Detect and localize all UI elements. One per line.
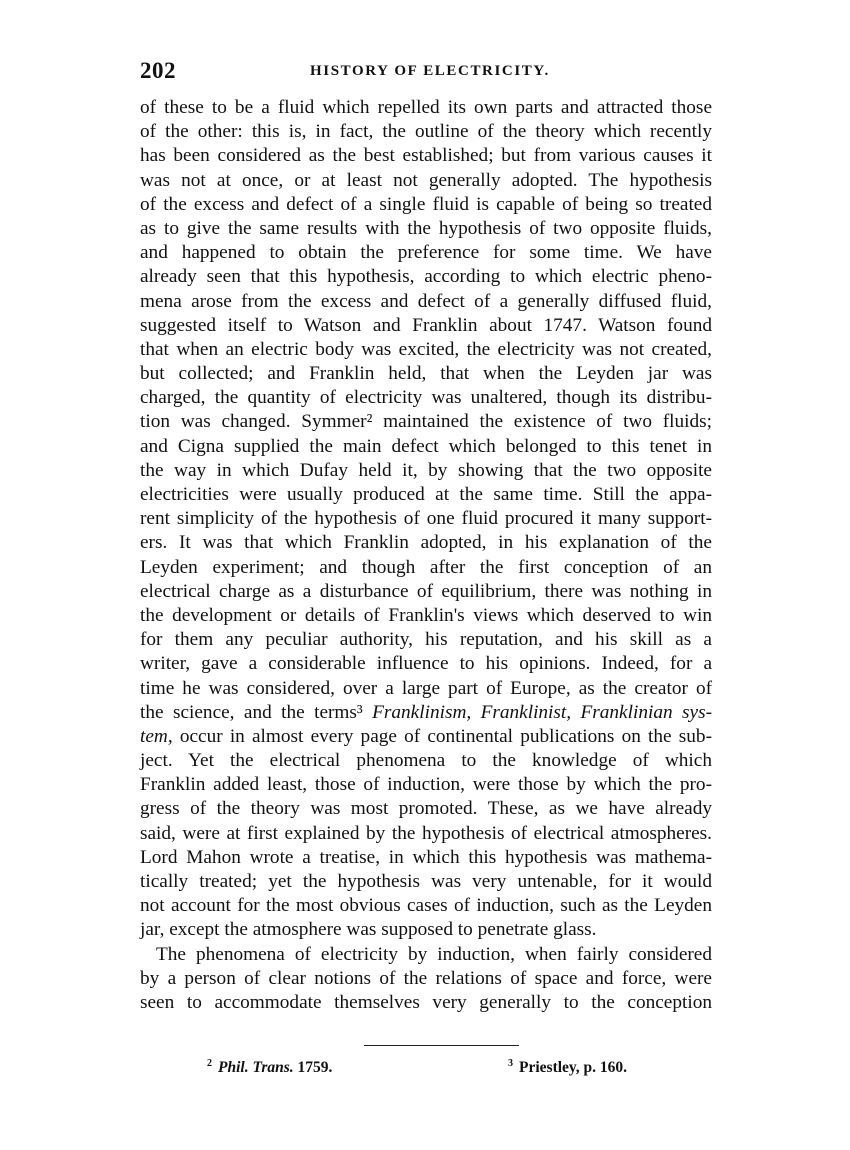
text-line: Franklin added least, those of induction, were those by which the pro- <box>140 774 712 796</box>
text-line: of the excess and defect of a single fluid is capable of being so treated <box>140 193 712 215</box>
text-line: gress of the theory was most promoted. These, as we have already <box>140 798 712 820</box>
text-line: already seen that this hypothesis, according to which electric pheno- <box>140 266 712 288</box>
body-text <box>140 96 712 1015</box>
footnote-3 <box>508 1058 627 1077</box>
page-number: 202 <box>140 58 176 83</box>
text-line: ers. It was that which Franklin adopted, in his explanation of the <box>140 532 712 554</box>
running-title: HISTORY OF ELECTRICITY. <box>310 63 550 79</box>
footnote-marker: 3 <box>508 1058 513 1069</box>
text-line: as to give the same results with the hypothesis of two opposite fluids, <box>140 217 712 239</box>
text-line: The phenomena of electricity by induction, when fairly considered <box>156 943 712 965</box>
text-line: has been considered as the best established; but from various causes it <box>140 145 712 167</box>
text-line: ject. Yet the electrical phenomena to the knowledge of which <box>140 750 712 772</box>
text-line: tion was changed. Symmer² maintained the existence of two fluids; <box>140 411 712 433</box>
text-line: seen to accommodate themselves very generally to the conception <box>140 991 712 1013</box>
footnote-year: 1759. <box>293 1059 333 1077</box>
text-line: the development or details of Franklin's views which deserved to win <box>140 604 712 626</box>
text-line: and happened to obtain the preference for some time. We have <box>140 242 712 264</box>
text-line: for them any peculiar authority, his reputation, and his skill as a <box>140 629 712 651</box>
text-line: of the other: this is, in fact, the outline of the theory which recently <box>140 121 712 143</box>
italic-terms: tem, <box>140 725 173 747</box>
page-header <box>140 58 712 88</box>
text-line: mena arose from the excess and defect of a generally diffused fluid, <box>140 290 712 312</box>
footnote-2 <box>207 1058 332 1077</box>
text-segment: occur in almost every page of continental publications on the sub- <box>172 725 712 747</box>
paragraph-end-line: jar, except the atmosphere was supposed to penetrate glass. <box>140 919 597 941</box>
text-line: the way in which Dufay held it, by showing that the two opposite <box>140 459 712 481</box>
text-line: tically treated; yet the hypothesis was very untenable, for it would <box>140 871 712 892</box>
footnote-divider <box>364 1045 519 1046</box>
text-line-with-italics <box>140 725 712 749</box>
text-segment: the science, and the terms³ <box>140 701 373 723</box>
text-line: rent simplicity of the hypothesis of one fluid procured it many support- <box>140 508 712 530</box>
text-line: Leyden experiment; and though after the first conception of an <box>140 556 712 578</box>
text-line-with-italics <box>140 701 712 725</box>
text-line: not account for the most obvious cases of induction, such as the Leyden <box>140 895 712 917</box>
text-line: of these to be a fluid which repelled its own parts and attracted those <box>140 97 712 118</box>
text-line: but collected; and Franklin held, that when the Leyden jar was <box>140 363 712 385</box>
text-line: suggested itself to Watson and Franklin about 1747. Watson found <box>140 314 712 336</box>
text-line: that when an electric body was excited, the electricity was not created, <box>140 338 712 360</box>
text-line: time he was considered, over a large part of Europe, as the creator of <box>140 677 712 699</box>
text-line: Lord Mahon wrote a treatise, in which this hypothesis was mathema- <box>140 846 712 868</box>
text-line: by a person of clear notions of the relations of space and force, were <box>140 967 712 989</box>
text-line: and Cigna supplied the main defect which belonged to this tenet in <box>140 435 712 457</box>
text-line: said, were at first explained by the hypothesis of electrical atmospheres. <box>140 822 712 844</box>
text-line: writer, gave a considerable influence to his opinions. Indeed, for a <box>140 653 712 675</box>
footnote-marker: 2 <box>207 1058 212 1069</box>
footnote-citation: Phil. Trans. <box>218 1059 294 1077</box>
text-line: charged, the quantity of electricity was unaltered, though its distribu- <box>140 387 712 409</box>
italic-terms: Franklinism, Franklinist, Franklinian sys- <box>372 701 712 723</box>
text-line: electricities were usually produced at the same time. Still the appa- <box>140 484 712 505</box>
text-line: was not at once, or at least not generally adopted. The hypothesis <box>140 169 712 191</box>
footnote-citation: Priestley, p. 160. <box>519 1059 628 1077</box>
text-line: electrical charge as a disturbance of equilibrium, there was nothing in <box>140 580 712 602</box>
